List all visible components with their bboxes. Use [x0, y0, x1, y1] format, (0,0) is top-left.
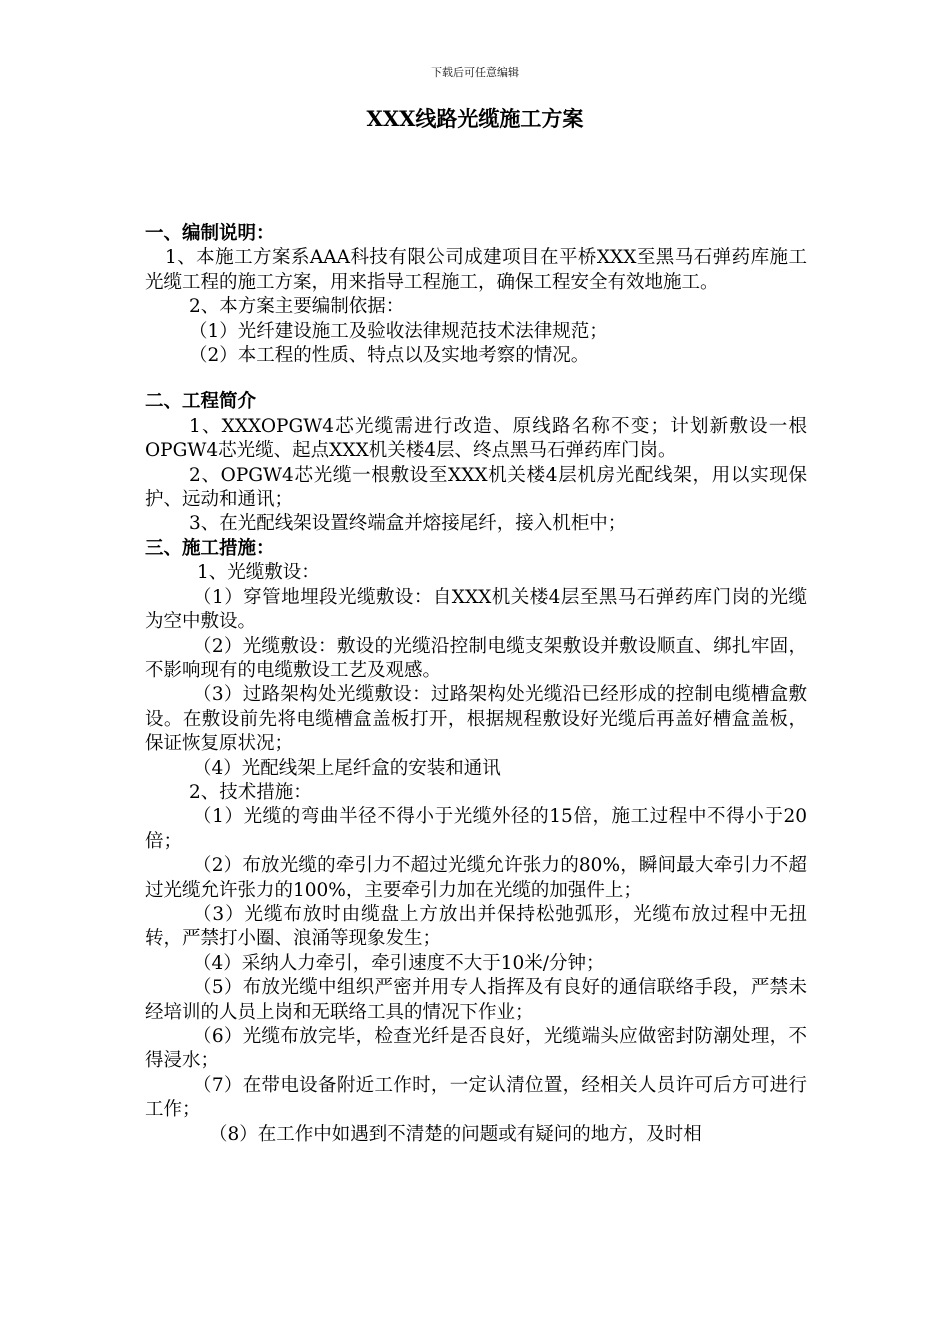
- paragraph: （1）光缆的弯曲半径不得小于光缆外径的15倍，施工过程中不得小于20倍；: [145, 806, 807, 852]
- section-heading-2: 二、工程简介: [145, 391, 257, 413]
- paragraph: （2）布放光缆的牵引力不超过光缆允许张力的80%，瞬间最大牵引力不超过光缆允许张力的100%，主要牵引力加在光缆的加强件上；: [145, 855, 807, 901]
- paragraph: （3）光缆布放时由缆盘上方放出并保持松弛弧形，光缆布放过程中无扭转，严禁打小圈、浪涌等现象发生；: [145, 903, 807, 950]
- paragraph: （5）布放光缆中组织严密并用专人指挥及有良好的通信联络手段，严禁未经培训的人员上岗和无联络工具的情况下作业；: [145, 977, 807, 1023]
- document-title: XXX线路光缆施工方案: [366, 106, 584, 131]
- paragraph: 3、在光配线架设置终端盒并熔接尾纤，接入机柜中；: [189, 513, 627, 535]
- paragraph: （1）穿管地埋段光缆敷设：自XXX机关楼4层至黑马石弹药库门岗的光缆为空中敷设。: [145, 586, 807, 633]
- document-body: [145, 222, 807, 1147]
- paragraph: （6）光缆布放完毕，检查光纤是否良好，光缆端头应做密封防潮处理，不得浸水；: [145, 1026, 807, 1072]
- section-heading-3: 三、施工措施：: [145, 537, 275, 559]
- spacer: [145, 368, 807, 390]
- paragraph: 1、本施工方案系AAA科技有限公司成建项目在平桥XXX至黑马石弹药库施工光缆工程的施工方案，用来指导工程施工，确保工程安全有效地施工。: [145, 247, 807, 293]
- header-note: 下载后可任意编辑: [431, 66, 519, 79]
- paragraph: 1、XXXOPGW4芯光缆需进行改造、原线路名称不变；计划新敷设一根OPGW4芯光缆、起点XXX机关楼4层、终点黑马石弹药库门岗。: [145, 415, 807, 462]
- paragraph: （2）光缆敷设：敷设的光缆沿控制电缆支架敷设并敷设顺直、绑扎牢固，不影响现有的电缆敷设工艺及观感。: [145, 635, 807, 681]
- paragraph: 2、技术措施：: [189, 781, 312, 803]
- paragraph: （1）光纤建设施工及验收法律规范技术法律规范；: [189, 320, 608, 342]
- paragraph: 2、本方案主要编制依据：: [189, 296, 405, 318]
- paragraph: （2）本工程的性质、特点以及实地考察的情况。: [189, 345, 590, 367]
- paragraph: 2、OPGW4芯光缆一根敷设至XXX机关楼4层机房光配线架，用以实现保护、远动和通讯；: [145, 464, 807, 511]
- paragraph: （8）在工作中如遇到不清楚的问题或有疑问的地方，及时相: [209, 1123, 702, 1145]
- paragraph: （3）过路架构处光缆敷设：过路架构处光缆沿已经形成的控制电缆槽盒敷设。在敷设前先将电缆槽盒盖板打开，根据规程敷设好光缆后再盖好槽盒盖板，保证恢复原状况；: [145, 684, 807, 755]
- paragraph: （4）采纳人力牵引，牵引速度不大于10米/分钟；: [193, 952, 605, 974]
- paragraph: 1、光缆敷设：: [197, 562, 320, 584]
- section-heading-1: 一、编制说明：: [145, 223, 275, 244]
- paragraph: （4）光配线架上尾纤盒的安装和通讯: [193, 757, 501, 779]
- paragraph: （7）在带电设备附近工作时，一定认清位置，经相关人员许可后方可进行工作；: [145, 1074, 807, 1121]
